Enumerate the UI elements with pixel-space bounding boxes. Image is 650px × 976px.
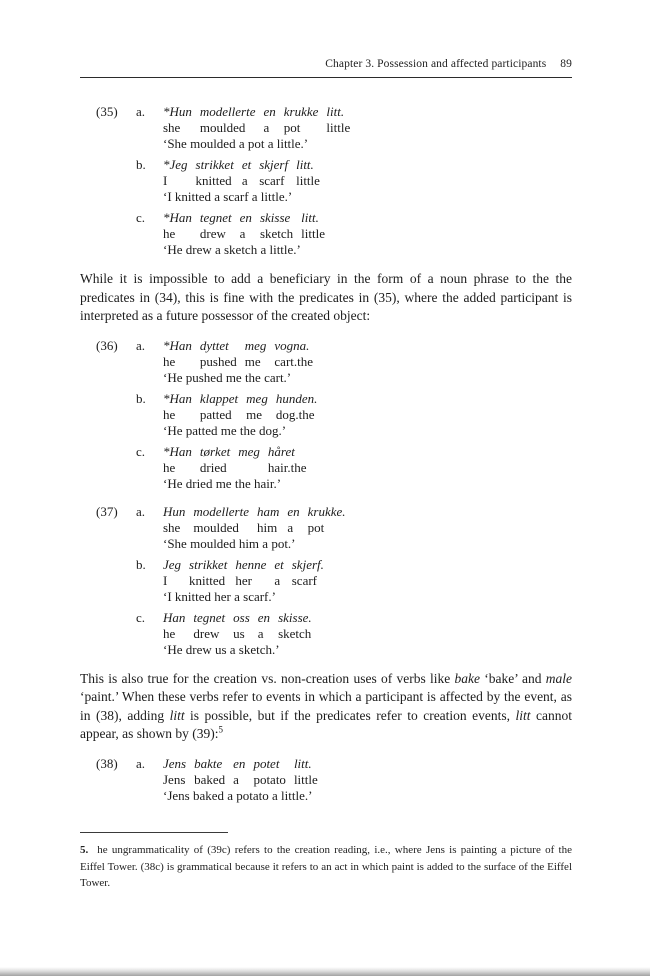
italic-term: male	[545, 670, 572, 686]
gloss-word: little	[293, 771, 318, 787]
source-word: modellerte	[199, 104, 256, 119]
gloss-column	[193, 610, 225, 642]
gloss-column	[274, 557, 283, 589]
gloss-column	[200, 338, 237, 370]
example-item	[96, 557, 572, 605]
gloss-word: dried	[199, 459, 227, 475]
example-36	[96, 338, 572, 492]
gloss-column	[242, 157, 251, 189]
source-word: *Han	[163, 390, 192, 406]
source-word: en	[287, 503, 300, 519]
example-letter: a.	[136, 503, 146, 519]
gloss-word: I	[163, 173, 168, 188]
paragraph-text: ‘paint.’ When these verbs refer to events in which a participant is affected by the event, as in (38), adding	[80, 689, 572, 723]
source-word: vogna.	[274, 337, 310, 353]
gloss-word: knitted	[189, 572, 226, 588]
gloss-word: she	[163, 519, 181, 535]
gloss-column	[193, 504, 249, 536]
interlinear-gloss	[163, 391, 572, 423]
gloss-word: he	[163, 353, 176, 369]
source-word: skjerf	[259, 157, 289, 172]
gloss-column	[268, 444, 307, 476]
source-word: skisse	[259, 210, 291, 225]
gloss-column	[260, 210, 293, 242]
gloss-column	[326, 104, 350, 136]
gloss-column	[194, 756, 225, 788]
gloss-word: a	[263, 120, 270, 135]
paragraph-bake-male	[80, 670, 572, 744]
source-word: klappet	[199, 390, 239, 406]
gloss-word: dog.the	[275, 406, 315, 422]
italic-term: litt	[169, 707, 185, 723]
gloss-word: little	[296, 173, 320, 188]
gloss-column	[238, 444, 260, 460]
source-word: strikket	[195, 157, 234, 172]
gloss-word: he	[163, 625, 176, 641]
gloss-word: him	[256, 519, 278, 535]
gloss-column	[163, 157, 188, 189]
translation: ‘He drew us a sketch.’	[163, 641, 280, 657]
source-word: Han	[163, 609, 186, 625]
source-word: tegnet	[193, 609, 226, 625]
gloss-word: I	[163, 572, 168, 588]
interlinear-gloss	[163, 504, 572, 536]
gloss-word: patted	[199, 406, 232, 422]
source-word: håret	[267, 443, 295, 459]
example-number: (38)	[96, 755, 118, 771]
page-header	[80, 58, 572, 70]
source-word: krukke.	[307, 503, 346, 519]
example-item	[96, 756, 572, 804]
example-35	[96, 104, 572, 258]
gloss-column	[292, 557, 324, 589]
source-word: ham	[256, 503, 280, 519]
example-content	[163, 210, 572, 258]
gloss-word: little	[326, 120, 351, 135]
example-letter: c.	[136, 609, 146, 625]
example-number: (37)	[96, 503, 118, 519]
gloss-column	[200, 391, 238, 423]
source-word: krukke	[283, 104, 319, 119]
paragraph-text: While it is impossible to add a beneficiary in the form of a noun phrase to the the predicates in (34), this is fine with the predicates in (35), where the added participant is interpreted as a future possessor of the created object:	[80, 271, 572, 323]
footnote-rule	[80, 832, 228, 833]
gloss-word: cart.the	[274, 353, 314, 369]
footnote-area	[80, 832, 572, 892]
gloss-word: little	[301, 226, 325, 241]
gloss-word: sketch	[259, 226, 294, 241]
translation: ‘She moulded a pot a little.’	[163, 136, 309, 151]
gloss-column	[196, 157, 234, 189]
source-word: *Han	[163, 210, 192, 225]
gloss-word: a	[233, 771, 239, 787]
source-word: tegnet	[199, 210, 232, 225]
header-rule	[80, 77, 572, 78]
example-letter: a.	[136, 337, 146, 353]
source-word: tørket	[199, 443, 231, 459]
translation: ‘He patted me the dog.’	[163, 422, 287, 438]
gloss-column	[258, 610, 270, 642]
gloss-word: scarf	[259, 173, 285, 188]
source-word: et	[241, 157, 252, 172]
example-letter: b.	[136, 157, 146, 172]
translation: ‘I knitted a scarf a little.’	[163, 189, 293, 204]
gloss-column	[278, 610, 312, 642]
gloss-column	[301, 210, 325, 242]
gloss-word: pot	[283, 120, 301, 135]
source-word: en	[263, 104, 276, 119]
source-word: *Han	[163, 337, 192, 353]
example-letter: b.	[136, 556, 146, 572]
source-word: meg	[238, 443, 260, 459]
source-word: meg	[244, 337, 267, 353]
gloss-word: pot	[307, 519, 325, 535]
gloss-word: us	[233, 625, 245, 641]
source-word: bakte	[194, 755, 223, 771]
gloss-column	[189, 557, 227, 589]
example-number: (36)	[96, 337, 118, 353]
example-letter: c.	[136, 210, 146, 225]
source-word: en	[257, 609, 271, 625]
interlinear-gloss	[163, 557, 572, 589]
example-letter: b.	[136, 390, 146, 406]
example-content	[163, 504, 572, 552]
example-item	[96, 444, 572, 492]
translation: ‘She moulded him a pot.’	[163, 535, 296, 551]
interlinear-gloss	[163, 338, 572, 370]
interlinear-gloss	[163, 157, 572, 189]
gloss-word: he	[163, 226, 176, 241]
gloss-column	[259, 157, 288, 189]
paragraph-text: ‘bake’ and	[479, 670, 546, 686]
page-number: 89	[560, 58, 572, 70]
translation: ‘I knitted her a scarf.’	[163, 588, 276, 604]
gloss-column	[163, 610, 185, 642]
gloss-column	[274, 338, 313, 370]
gloss-column	[294, 756, 318, 788]
gloss-word: potato	[253, 771, 286, 787]
gloss-column	[233, 756, 245, 788]
gloss-column	[200, 210, 232, 242]
example-item	[96, 391, 572, 439]
gloss-column	[287, 504, 299, 536]
page-bottom-edge	[0, 967, 650, 976]
gloss-column	[163, 557, 181, 589]
gloss-column	[257, 504, 279, 536]
source-word: *Jeg	[163, 157, 188, 172]
example-content	[163, 557, 572, 605]
interlinear-gloss	[163, 610, 572, 642]
gloss-word: he	[163, 406, 176, 422]
gloss-word: her	[235, 572, 252, 588]
source-word: skjerf.	[291, 556, 324, 572]
gloss-word: a	[239, 226, 246, 241]
gloss-column	[246, 391, 268, 423]
translation: ‘Jens baked a potato a little.’	[163, 787, 313, 803]
source-word: Hun	[163, 503, 186, 519]
gloss-column	[163, 756, 186, 788]
source-word: en	[239, 210, 252, 225]
source-word: litt.	[326, 104, 345, 119]
gloss-column	[163, 391, 192, 423]
gloss-word: knitted	[195, 173, 232, 188]
source-word: litt.	[296, 157, 314, 172]
interlinear-gloss	[163, 104, 572, 136]
translation: ‘He dried me the hair.’	[163, 475, 282, 491]
paragraph-beneficiary	[80, 270, 572, 326]
gloss-word: sketch	[278, 625, 312, 641]
example-38	[96, 756, 572, 804]
gloss-word: she	[163, 120, 181, 135]
gloss-column	[163, 504, 185, 536]
example-letter: a.	[136, 104, 146, 119]
source-word: henne	[235, 556, 267, 572]
translation: ‘He drew a sketch a little.’	[163, 242, 301, 257]
source-word: litt.	[301, 210, 319, 225]
example-content	[163, 610, 572, 658]
example-37	[96, 504, 572, 658]
gloss-column	[263, 104, 275, 136]
gloss-word: a	[241, 173, 248, 188]
source-word: meg	[246, 390, 268, 406]
gloss-word: a	[287, 519, 294, 535]
example-item	[96, 610, 572, 658]
source-word: oss	[233, 609, 250, 625]
footnote-marker: 5.	[80, 844, 89, 856]
gloss-column	[235, 557, 266, 589]
example-item	[96, 157, 572, 205]
italic-term: bake	[454, 670, 480, 686]
interlinear-gloss	[163, 756, 572, 788]
gloss-column	[296, 157, 320, 189]
example-item	[96, 210, 572, 258]
gloss-column	[284, 104, 319, 136]
example-letter: a.	[136, 755, 146, 771]
gloss-word: moulded	[193, 519, 239, 535]
paragraph-text: This is also true for the creation vs. non-creation uses of verbs like	[80, 670, 455, 686]
source-word: skisse.	[278, 609, 312, 625]
italic-term: litt	[515, 707, 531, 723]
gloss-word: moulded	[199, 120, 246, 135]
gloss-column	[200, 104, 256, 136]
gloss-column	[240, 210, 252, 242]
example-item	[96, 338, 572, 386]
footnote	[80, 842, 572, 892]
example-content	[163, 338, 572, 386]
example-item	[96, 504, 572, 552]
paragraph-text: is possible, but if the predicates refer to creation events,	[184, 707, 516, 723]
gloss-column	[200, 444, 230, 476]
example-number: (35)	[96, 104, 118, 119]
gloss-word: baked	[194, 771, 226, 787]
translation: ‘He pushed me the cart.’	[163, 369, 292, 385]
example-content	[163, 157, 572, 205]
gloss-word: me	[244, 353, 261, 369]
source-word: *Han	[163, 443, 192, 459]
gloss-word: hair.the	[267, 459, 307, 475]
gloss-word: a	[257, 625, 264, 641]
gloss-column	[163, 338, 192, 370]
gloss-column	[276, 391, 318, 423]
example-letter: c.	[136, 443, 146, 459]
example-content	[163, 104, 572, 152]
gloss-word: he	[163, 459, 176, 475]
gloss-word: me	[246, 406, 263, 422]
gloss-column	[245, 338, 267, 370]
gloss-column	[163, 444, 192, 476]
gloss-column	[233, 610, 250, 642]
example-item	[96, 104, 572, 152]
source-word: Jens	[163, 755, 187, 771]
source-word: et	[274, 556, 284, 572]
source-word: hunden.	[275, 390, 318, 406]
gloss-word: drew	[199, 226, 226, 241]
gloss-column	[253, 756, 286, 788]
footnote-text: he ungrammaticality of (39c) refers to the creation reading, i.e., where Jens is painting a picture of the Eiffel Tower. (38c) is grammatical because it refers to an act in which paint is added to the surface of the Eiffel Tower.	[80, 844, 572, 889]
interlinear-gloss	[163, 210, 572, 242]
gloss-word: scarf	[291, 572, 318, 588]
source-word: potet	[253, 755, 280, 771]
gloss-word: Jens	[163, 771, 186, 787]
gloss-column	[163, 104, 192, 136]
source-word: modellerte	[193, 503, 249, 519]
gloss-word: drew	[193, 625, 220, 641]
gloss-column	[163, 210, 192, 242]
source-word: Jeg	[163, 556, 182, 572]
source-word: dyttet	[199, 337, 229, 353]
source-word: en	[233, 755, 246, 771]
example-content	[163, 756, 572, 804]
example-content	[163, 391, 572, 439]
paragraph-text: cannot appear, as shown by (39):	[80, 707, 572, 741]
example-content	[163, 444, 572, 492]
gloss-column	[308, 504, 346, 536]
source-word: *Hun	[163, 104, 192, 119]
interlinear-gloss	[163, 444, 572, 476]
source-word: litt.	[293, 755, 312, 771]
running-head: Chapter 3. Possession and affected participants	[325, 58, 547, 70]
footnote-reference: 5	[218, 724, 224, 735]
gloss-word: pushed	[199, 353, 237, 369]
source-word: strikket	[189, 556, 228, 572]
gloss-word: a	[274, 572, 281, 588]
